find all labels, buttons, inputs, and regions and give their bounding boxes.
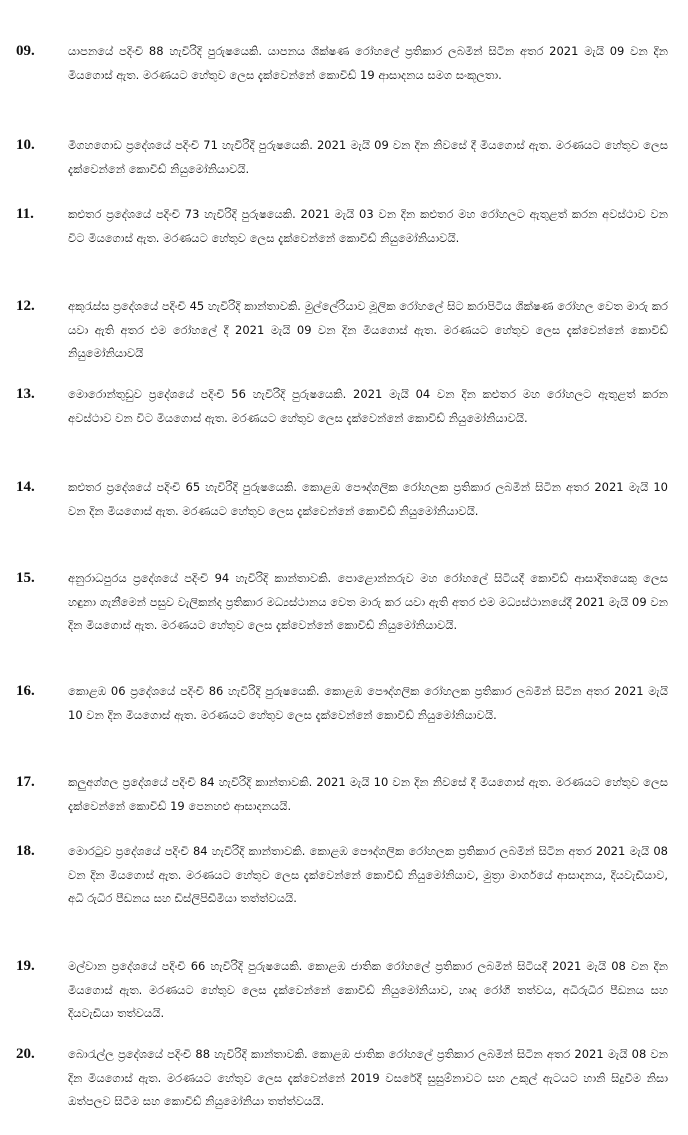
entry-number: 20.: [16, 1046, 35, 1062]
entry-number: 09.: [16, 43, 35, 59]
entry-text: කළුතර ප්‍රදේශයේ පදිංචි 65 හැවිරිදි පුරුෂයෙකි. කොළඹ පෞද්ගලික රෝහලක ප්‍රතිකාර ලබමින් සිටින අතර 2021 මැයි 10 වන දින මියගොස් ඇත. මරණයට හේතුව ලෙස දැක්වෙන්නේ කොවිඩ් නියුමෝනියාවයි.: [68, 480, 668, 518]
entry-number: 15.: [16, 570, 35, 586]
entry-number: 14.: [16, 479, 35, 495]
entry-text: අකුරැස්ස ප්‍රදේශයේ පදිංචි 45 හැවිරිදි කාන්තාවකි. මුල්ලේරියාව මූලික රෝහලේ සිට කරාපිටිය ශික්ෂණ රෝහල වෙත මාරු කර යවා ඇති අතර එම රෝහලේ දී 2021 මැයි 09 වන දින මියගොස් ඇත. මරණයට හේතුව ලෙස දැක්වෙන්නේ කොවිඩ් නියුමෝනියාවයි: [68, 299, 668, 360]
entry-number: 13.: [16, 386, 35, 402]
entry-text: කලුඅග්ගල ප්‍රදේශයේ පදිංචි 84 හැවිරිදි කාන්තාවකි. 2021 මැයි 10 වන දින නිවසේ දී මියගොස් ඇත. මරණයට හේතුව ලෙස දැක්වෙන්නේ කොවිඩ් 19 පෙනහළු ආසාදනයයි.: [68, 775, 668, 813]
entry-number: 17.: [16, 774, 35, 790]
entry-text: මොරොන්තුඩුව ප්‍රදේශයේ පදිංචි 56 හැවිරිදි පුරුෂයෙකි. 2021 මැයි 04 වන දින කළුතර මහ රෝහලට ඇතුළත් කරන අවස්ථාව වන විට මියගොස් ඇත. මරණයට හේතුව ලෙස දැක්වෙන්නේ කොවිඩ් නියුමෝනියාවයි.: [68, 387, 668, 425]
entry-text: කළුතර ප්‍රදේශයේ පදිංචි 73 හැවිරිදි පුරුෂයෙකි. 2021 මැයි 03 වන දින කළුතර මහ රෝහලට ඇතුළත් කරන අවස්ථාව වන විට මියගොස් ඇත. මරණයට හේතුව ලෙස දැක්වෙන්නේ කොවිඩ් නියුමෝනියාවයි.: [68, 207, 668, 245]
entry-number: 16.: [16, 683, 35, 699]
entry-text: යාපනයේ පදිංචි 88 හැවිරිදි පුරුෂයෙකි. යාපනය ශික්ෂණ රෝහලේ ප්‍රතිකාර ලබමින් සිටින අතර 2021 මැයි 09 වන දින මියගොස් ඇත. මරණයට හේතුව ලෙස දැක්වෙන්නේ කොවිඩ් 19 ආසාදනය සමග සංකූලතා.: [68, 44, 668, 82]
entry-number: 12.: [16, 298, 35, 314]
entry-number: 19.: [16, 958, 35, 974]
entry-number: 11.: [16, 206, 34, 222]
entry-number: 10.: [16, 137, 35, 153]
entry-text: මීගහගොඩ ප්‍රදේශයේ පදිංචි 71 හැවිරිදි පුරුෂයෙකි. 2021 මැයි 09 වන දින නිවසේ දී මියගොස් ඇත. මරණයට හේතුව ලෙස දැක්වෙන්නේ කොවිඩ් නියුමෝනියාවයි.: [68, 138, 668, 176]
entry-text: මොරටුව ප්‍රදේශයේ පදිංචි 84 හැවිරිදි කාන්තාවකි. කොළඹ පෞද්ගලික රෝහලක ප්‍රතිකාර ලබමින් සිටින අතර 2021 මැයි 08 වන දින මියගොස් ඇත. මරණයට හේතුව ලෙස දැක්වෙන්නේ කොවිඩ් නියුමෝනියාව, මුත්‍රා මාර්ගයේ ආසාදනය, දියවැඩියාව, අධි රුධිර පීඩනය සහ ඩිස්ලිපිඩීමියා තත්ත්වයයි.: [68, 844, 668, 905]
entry-text: මල්වාන ප්‍රදේශයේ පදිංචි 66 හැවිරිදි පුරුෂයෙකි. කොළඹ ජාතික රෝහලේ ප්‍රතිකාර ලබමින් සිටියදී 2021 මැයි 08 වන දින මියගොස් ඇත. මරණයට හේතුව ලෙස දැක්වෙන්නේ කොවිඩ් නියුමෝනියාව, හෘද රෝගී තත්වය, අධිරුධිර පීඩනය සහ දියවැඩියා තත්වයයි.: [68, 959, 668, 1020]
entry-text: කොළඹ 06 ප්‍රදේශයේ පදිංචි 86 හැවිරිදි පුරුෂයෙකි. කොළඹ පෞද්ගලික රෝහලක ප්‍රතිකාර ලබමින් සිටින අතර 2021 මැයි 10 වන දින මියගොස් ඇත. මරණයට හේතුව ලෙස දැක්වෙන්නේ කොවිඩ් නියුමෝනියාවයි.: [68, 684, 668, 722]
entry-number: 18.: [16, 843, 35, 859]
entry-text: බොරැල්ල ප්‍රදේශයේ පදිංචි 88 හැවිරිදි කාන්තාවකි. කොළඹ ජාතික රෝහලේ ප්‍රතිකාර ලබමින් සිටින අතර 2021 මැයි 08 වන දින මියගොස් ඇත. මරණයට හේතුව ලෙස දැක්වෙන්නේ 2019 වසරේදී සුසුම්නාවට සහ උකුල් ඇටයට හානි සිදුවීම නිසා ඔත්පලව සිටීම සහ කොවිඩ් නියුමෝනියා තත්ත්වයයි.: [68, 1047, 668, 1108]
entry-text: අනුරාධපුරය ප්‍රදේශයේ පදිංචි 94 හැවිරිදි කාන්තාවකි. පොළොන්නරුව මහ රෝහලේ සිටියදී කොවිඩ් ආසාදිතයෙකු ලෙස හඳුනා ගැනීමෙන් පසුව වැලිකන්ද ප්‍රතිකාර මධ්‍යස්ථානය වෙත මාරු කර යවා ඇති අතර එම මධ්‍යස්ථානයේදී 2021 මැයි 09 වන දින මියගොස් ඇත. මරණයට හේතුව ලෙස දැක්වෙන්නේ කොවිඩ් නියුමෝනියාවයි.: [68, 571, 669, 632]
